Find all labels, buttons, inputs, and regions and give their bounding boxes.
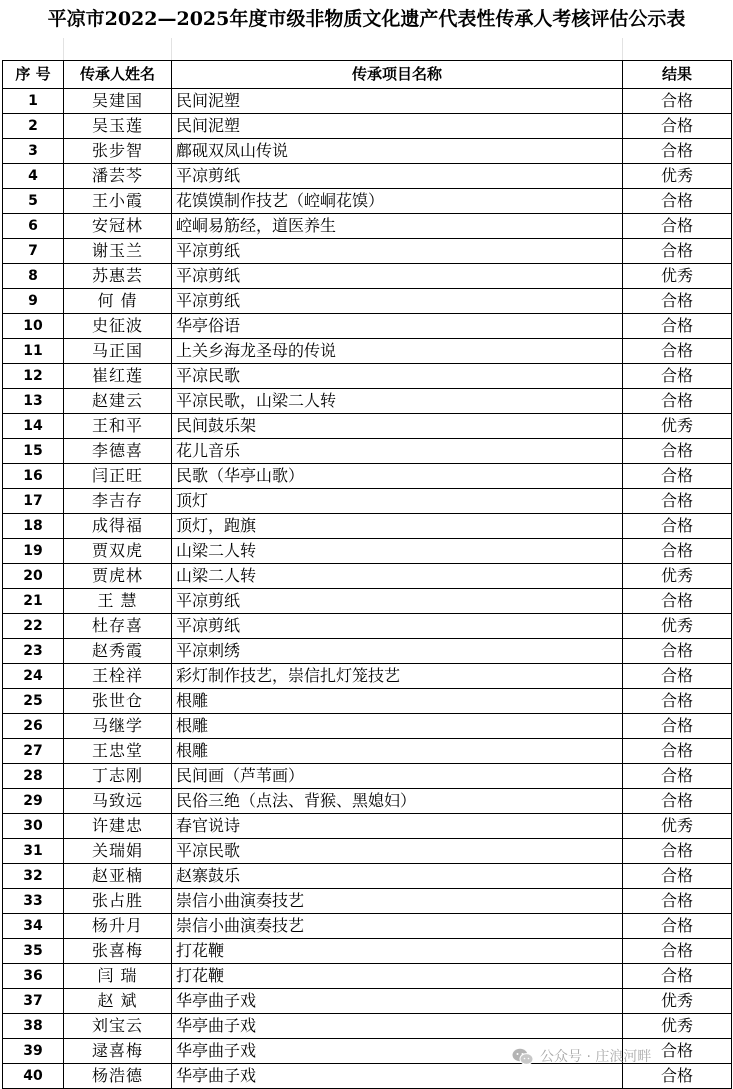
project-name: 崇信小曲演奏技艺 xyxy=(172,889,623,914)
result-cell: 优秀 xyxy=(623,414,732,439)
inheritor-name: 苏惠芸 xyxy=(64,264,172,289)
row-number: 2 xyxy=(3,114,64,139)
project-name: 民俗三绝（点法、背猴、黑媳妇） xyxy=(172,789,623,814)
row-number: 14 xyxy=(3,414,64,439)
project-name: 华亭曲子戏 xyxy=(172,1039,623,1064)
result-cell: 优秀 xyxy=(623,614,732,639)
watermark-text: 公众号 · 庄浪河畔 xyxy=(540,1049,652,1065)
inheritor-name: 史征波 xyxy=(64,314,172,339)
row-number: 33 xyxy=(3,889,64,914)
row-number: 20 xyxy=(3,564,64,589)
table-row xyxy=(3,364,732,389)
row-number: 35 xyxy=(3,939,64,964)
project-name: 民间鼓乐架 xyxy=(172,414,623,439)
row-number: 16 xyxy=(3,464,64,489)
table-row xyxy=(3,139,732,164)
project-name: 平凉剪纸 xyxy=(172,239,623,264)
inheritor-name: 马致远 xyxy=(64,789,172,814)
table-row xyxy=(3,439,732,464)
project-name: 鄜砚双凤山传说 xyxy=(172,139,623,164)
result-cell: 合格 xyxy=(623,914,732,939)
project-name: 平凉剪纸 xyxy=(172,289,623,314)
project-name: 顶灯 xyxy=(172,489,623,514)
result-cell: 合格 xyxy=(623,1039,732,1064)
row-number: 8 xyxy=(3,264,64,289)
table-row xyxy=(3,764,732,789)
project-name: 平凉民歌，山梁二人转 xyxy=(172,389,623,414)
row-number: 34 xyxy=(3,914,64,939)
inheritor-name: 贾双虎 xyxy=(64,539,172,564)
row-number: 22 xyxy=(3,614,64,639)
inheritor-name: 杜存喜 xyxy=(64,614,172,639)
row-number: 23 xyxy=(3,639,64,664)
project-name: 平凉剪纸 xyxy=(172,264,623,289)
page-title: 平凉市2022—2025年度市级非物质文化遗产代表性传承人考核评估公示表 xyxy=(47,8,686,30)
inheritor-name: 成得福 xyxy=(64,514,172,539)
project-name: 山梁二人转 xyxy=(172,564,623,589)
row-number: 5 xyxy=(3,189,64,214)
inheritor-name: 马正国 xyxy=(64,339,172,364)
row-number: 29 xyxy=(3,789,64,814)
result-cell: 合格 xyxy=(623,314,732,339)
table-row xyxy=(3,914,732,939)
project-name: 华亭曲子戏 xyxy=(172,1064,623,1089)
result-cell: 合格 xyxy=(623,439,732,464)
result-cell: 合格 xyxy=(623,639,732,664)
row-number: 39 xyxy=(3,1039,64,1064)
row-number: 19 xyxy=(3,539,64,564)
result-cell: 合格 xyxy=(623,89,732,114)
table-row xyxy=(3,539,732,564)
table-row xyxy=(3,714,732,739)
project-name: 民歌（华亭山歌） xyxy=(172,464,623,489)
table-row xyxy=(3,839,732,864)
project-name: 民间画（芦苇画） xyxy=(172,764,623,789)
result-cell: 合格 xyxy=(623,589,732,614)
blank-spacer-row xyxy=(0,38,733,60)
result-cell: 优秀 xyxy=(623,264,732,289)
inheritor-name: 何 倩 xyxy=(64,289,172,314)
inheritor-name: 赵建云 xyxy=(64,389,172,414)
table-row xyxy=(3,114,732,139)
project-name: 华亭曲子戏 xyxy=(172,1014,623,1039)
row-number: 11 xyxy=(3,339,64,364)
project-name: 民间泥塑 xyxy=(172,89,623,114)
row-number: 32 xyxy=(3,864,64,889)
table-row xyxy=(3,89,732,114)
table-row xyxy=(3,614,732,639)
inheritor-name: 王栓祥 xyxy=(64,664,172,689)
project-name: 华亭曲子戏 xyxy=(172,989,623,1014)
table-row xyxy=(3,489,732,514)
table-header-row xyxy=(3,61,732,89)
row-number: 40 xyxy=(3,1064,64,1089)
project-name: 平凉剪纸 xyxy=(172,589,623,614)
result-cell: 合格 xyxy=(623,664,732,689)
result-cell: 优秀 xyxy=(623,564,732,589)
project-name: 平凉刺绣 xyxy=(172,639,623,664)
header-result: 结果 xyxy=(623,61,732,89)
project-name: 打花鞭 xyxy=(172,964,623,989)
result-cell: 合格 xyxy=(623,964,732,989)
header-project: 传承项目名称 xyxy=(172,61,623,89)
project-name: 花儿音乐 xyxy=(172,439,623,464)
table-row xyxy=(3,589,732,614)
row-number: 13 xyxy=(3,389,64,414)
row-number: 30 xyxy=(3,814,64,839)
result-cell: 合格 xyxy=(623,714,732,739)
row-number: 12 xyxy=(3,364,64,389)
row-number: 28 xyxy=(3,764,64,789)
table-row xyxy=(3,814,732,839)
project-name: 根雕 xyxy=(172,689,623,714)
inheritor-name: 王 慧 xyxy=(64,589,172,614)
project-name: 彩灯制作技艺，崇信扎灯笼技艺 xyxy=(172,664,623,689)
result-cell: 合格 xyxy=(623,539,732,564)
inheritor-name: 王忠堂 xyxy=(64,739,172,764)
inheritor-name: 闫正旺 xyxy=(64,464,172,489)
result-cell: 合格 xyxy=(623,114,732,139)
inheritor-name: 杨浩德 xyxy=(64,1064,172,1089)
inheritor-name: 吴建国 xyxy=(64,89,172,114)
inheritor-name: 张步智 xyxy=(64,139,172,164)
inheritor-name: 杨升月 xyxy=(64,914,172,939)
project-name: 根雕 xyxy=(172,739,623,764)
inheritor-name: 张世仓 xyxy=(64,689,172,714)
result-cell: 合格 xyxy=(623,739,732,764)
project-name: 崇信小曲演奏技艺 xyxy=(172,914,623,939)
result-cell: 优秀 xyxy=(623,814,732,839)
project-name: 民间泥塑 xyxy=(172,114,623,139)
result-cell: 合格 xyxy=(623,1064,732,1089)
header-name: 传承人姓名 xyxy=(64,61,172,89)
inheritor-name: 王小霞 xyxy=(64,189,172,214)
project-name: 顶灯，跑旗 xyxy=(172,514,623,539)
inheritor-name: 李德喜 xyxy=(64,439,172,464)
inheritor-name: 关瑞娟 xyxy=(64,839,172,864)
row-number: 10 xyxy=(3,314,64,339)
inheritor-name: 逯喜梅 xyxy=(64,1039,172,1064)
project-name: 花馍馍制作技艺（崆峒花馍） xyxy=(172,189,623,214)
row-number: 25 xyxy=(3,689,64,714)
result-cell: 合格 xyxy=(623,689,732,714)
row-number: 38 xyxy=(3,1014,64,1039)
inheritor-name: 赵 斌 xyxy=(64,989,172,1014)
result-cell: 合格 xyxy=(623,339,732,364)
result-cell: 优秀 xyxy=(623,164,732,189)
row-number: 18 xyxy=(3,514,64,539)
row-number: 27 xyxy=(3,739,64,764)
table-row xyxy=(3,464,732,489)
table-row xyxy=(3,564,732,589)
table-row xyxy=(3,164,732,189)
result-cell: 合格 xyxy=(623,189,732,214)
inheritor-name: 潘芸芩 xyxy=(64,164,172,189)
project-name: 根雕 xyxy=(172,714,623,739)
result-cell: 合格 xyxy=(623,139,732,164)
project-name: 山梁二人转 xyxy=(172,539,623,564)
result-cell: 合格 xyxy=(623,239,732,264)
table-row xyxy=(3,214,732,239)
result-cell: 合格 xyxy=(623,514,732,539)
project-name: 上关乡海龙圣母的传说 xyxy=(172,339,623,364)
table-row xyxy=(3,789,732,814)
result-cell: 合格 xyxy=(623,939,732,964)
project-name: 华亭俗语 xyxy=(172,314,623,339)
table-row xyxy=(3,664,732,689)
table-row xyxy=(3,689,732,714)
watermark xyxy=(512,1046,651,1068)
inheritor-name: 赵秀霞 xyxy=(64,639,172,664)
table-row xyxy=(3,264,732,289)
table-body xyxy=(3,89,732,1089)
inheritor-name: 闫 瑞 xyxy=(64,964,172,989)
table-row xyxy=(3,739,732,764)
table-row xyxy=(3,389,732,414)
spacer-divider xyxy=(171,38,172,60)
assessment-table xyxy=(2,60,732,1089)
inheritor-name: 丁志刚 xyxy=(64,764,172,789)
spacer-divider xyxy=(622,38,623,60)
row-number: 4 xyxy=(3,164,64,189)
project-name: 平凉民歌 xyxy=(172,839,623,864)
row-number: 36 xyxy=(3,964,64,989)
inheritor-name: 马继学 xyxy=(64,714,172,739)
table-row xyxy=(3,964,732,989)
project-name: 平凉民歌 xyxy=(172,364,623,389)
row-number: 15 xyxy=(3,439,64,464)
table-row xyxy=(3,314,732,339)
result-cell: 合格 xyxy=(623,289,732,314)
row-number: 3 xyxy=(3,139,64,164)
row-number: 21 xyxy=(3,589,64,614)
row-number: 17 xyxy=(3,489,64,514)
inheritor-name: 赵亚楠 xyxy=(64,864,172,889)
table-row xyxy=(3,339,732,364)
inheritor-name: 王和平 xyxy=(64,414,172,439)
inheritor-name: 许建忠 xyxy=(64,814,172,839)
row-number: 26 xyxy=(3,714,64,739)
result-cell: 合格 xyxy=(623,889,732,914)
row-number: 9 xyxy=(3,289,64,314)
project-name: 崆峒易筋经，道医养生 xyxy=(172,214,623,239)
result-cell: 合格 xyxy=(623,764,732,789)
wechat-icon xyxy=(512,1048,534,1066)
row-number: 1 xyxy=(3,89,64,114)
header-no: 序 号 xyxy=(3,61,64,89)
table-row xyxy=(3,889,732,914)
table-row xyxy=(3,514,732,539)
inheritor-name: 李吉存 xyxy=(64,489,172,514)
result-cell: 合格 xyxy=(623,364,732,389)
inheritor-name: 刘宝云 xyxy=(64,1014,172,1039)
project-name: 平凉剪纸 xyxy=(172,614,623,639)
spacer-divider xyxy=(63,38,64,60)
table-row xyxy=(3,239,732,264)
table-row xyxy=(3,864,732,889)
table-row xyxy=(3,189,732,214)
row-number: 37 xyxy=(3,989,64,1014)
inheritor-name: 张占胜 xyxy=(64,889,172,914)
result-cell: 合格 xyxy=(623,489,732,514)
project-name: 打花鞭 xyxy=(172,939,623,964)
project-name: 赵寨鼓乐 xyxy=(172,864,623,889)
result-cell: 合格 xyxy=(623,864,732,889)
result-cell: 合格 xyxy=(623,464,732,489)
result-cell: 合格 xyxy=(623,789,732,814)
project-name: 春官说诗 xyxy=(172,814,623,839)
result-cell: 优秀 xyxy=(623,1014,732,1039)
table-row xyxy=(3,989,732,1014)
result-cell: 合格 xyxy=(623,214,732,239)
result-cell: 合格 xyxy=(623,389,732,414)
inheritor-name: 贾虎林 xyxy=(64,564,172,589)
table-row xyxy=(3,414,732,439)
inheritor-name: 张喜梅 xyxy=(64,939,172,964)
inheritor-name: 崔红莲 xyxy=(64,364,172,389)
inheritor-name: 谢玉兰 xyxy=(64,239,172,264)
project-name: 平凉剪纸 xyxy=(172,164,623,189)
result-cell: 优秀 xyxy=(623,989,732,1014)
row-number: 24 xyxy=(3,664,64,689)
table-row xyxy=(3,1014,732,1039)
row-number: 6 xyxy=(3,214,64,239)
inheritor-name: 安冠林 xyxy=(64,214,172,239)
inheritor-name: 吴玉莲 xyxy=(64,114,172,139)
table-row xyxy=(3,939,732,964)
row-number: 31 xyxy=(3,839,64,864)
table-row xyxy=(3,289,732,314)
table-row xyxy=(3,639,732,664)
row-number: 7 xyxy=(3,239,64,264)
result-cell: 合格 xyxy=(623,839,732,864)
